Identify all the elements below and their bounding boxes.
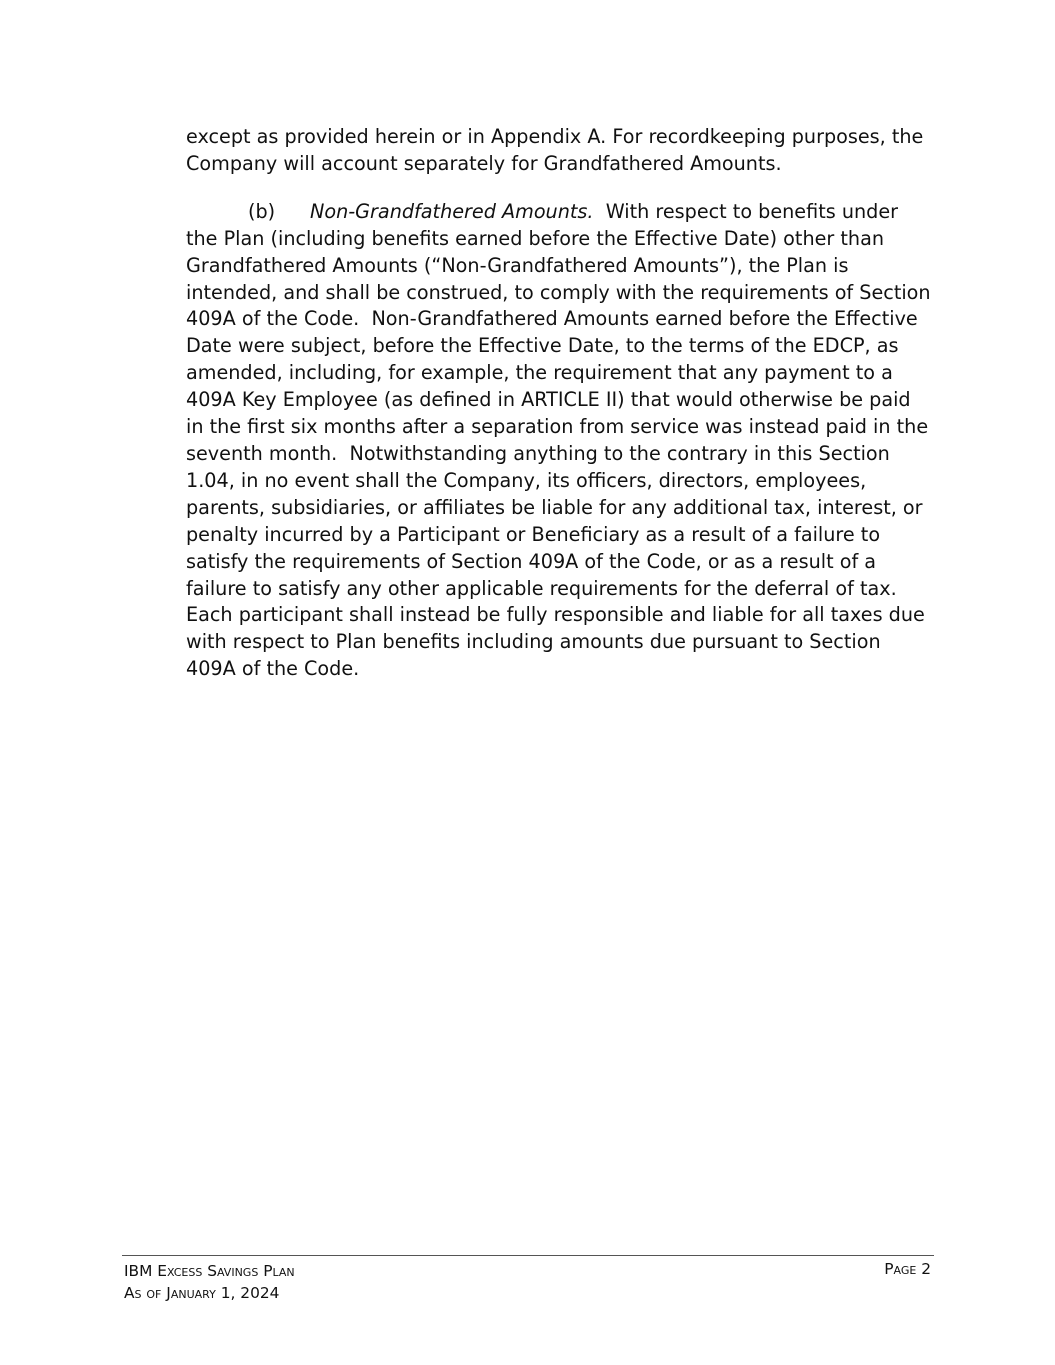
footer-left xyxy=(124,1260,295,1304)
footer-as-of-date: As of January 1, 2024 xyxy=(124,1284,280,1302)
paragraph-b-number: (b) xyxy=(248,199,276,223)
footer-divider xyxy=(122,1255,934,1256)
footer-document-title: IBM Excess Savings Plan xyxy=(124,1262,295,1280)
paragraph-b xyxy=(186,199,937,683)
footer-page-number: Page 2 xyxy=(884,1260,931,1278)
paragraph-b-heading: Non-Grandfathered Amounts. xyxy=(310,199,594,223)
paragraph-continuation: except as provided herein or in Appendix A. For recordkeeping purposes, the Company will account separately for Grandfathered Amounts. xyxy=(186,125,924,175)
body-text xyxy=(186,124,937,683)
paragraph-b-text: With respect to benefits under the Plan (including benefits earned before the Effective Date) other than Grandfathered Amounts (“Non-Grandfathered Amounts”), the Plan is intended, and shall be construed, to comply with the requirements of Section 409A of the Code. Non-Grandfathered Amounts earned before the Effective Date were subject, before the Effective Date, to the terms of the EDCP, as amended, including, for example, the requirement that any payment to a 409A Key Employee (as defined in ARTICLE II) that would otherwise be paid in the first six months after a separation from service was instead paid in the seventh month. Notwithstanding anything to the contrary in this Section 1.04, in no event shall the Company, its officers, directors, employees, parents, subsidiaries, or affiliates be liable for any additional tax, interest, or penalty incurred by a Participant or Beneficiary as a result of a failure to satisfy the requirements of Section 409A of the Code, or as a result of a failure to satisfy any other applicable requirements for the deferral of tax. Each participant shall instead be fully responsible and liable for all taxes due with respect to Plan benefits including amounts due pursuant to Section 409A of the Code. xyxy=(186,199,937,681)
